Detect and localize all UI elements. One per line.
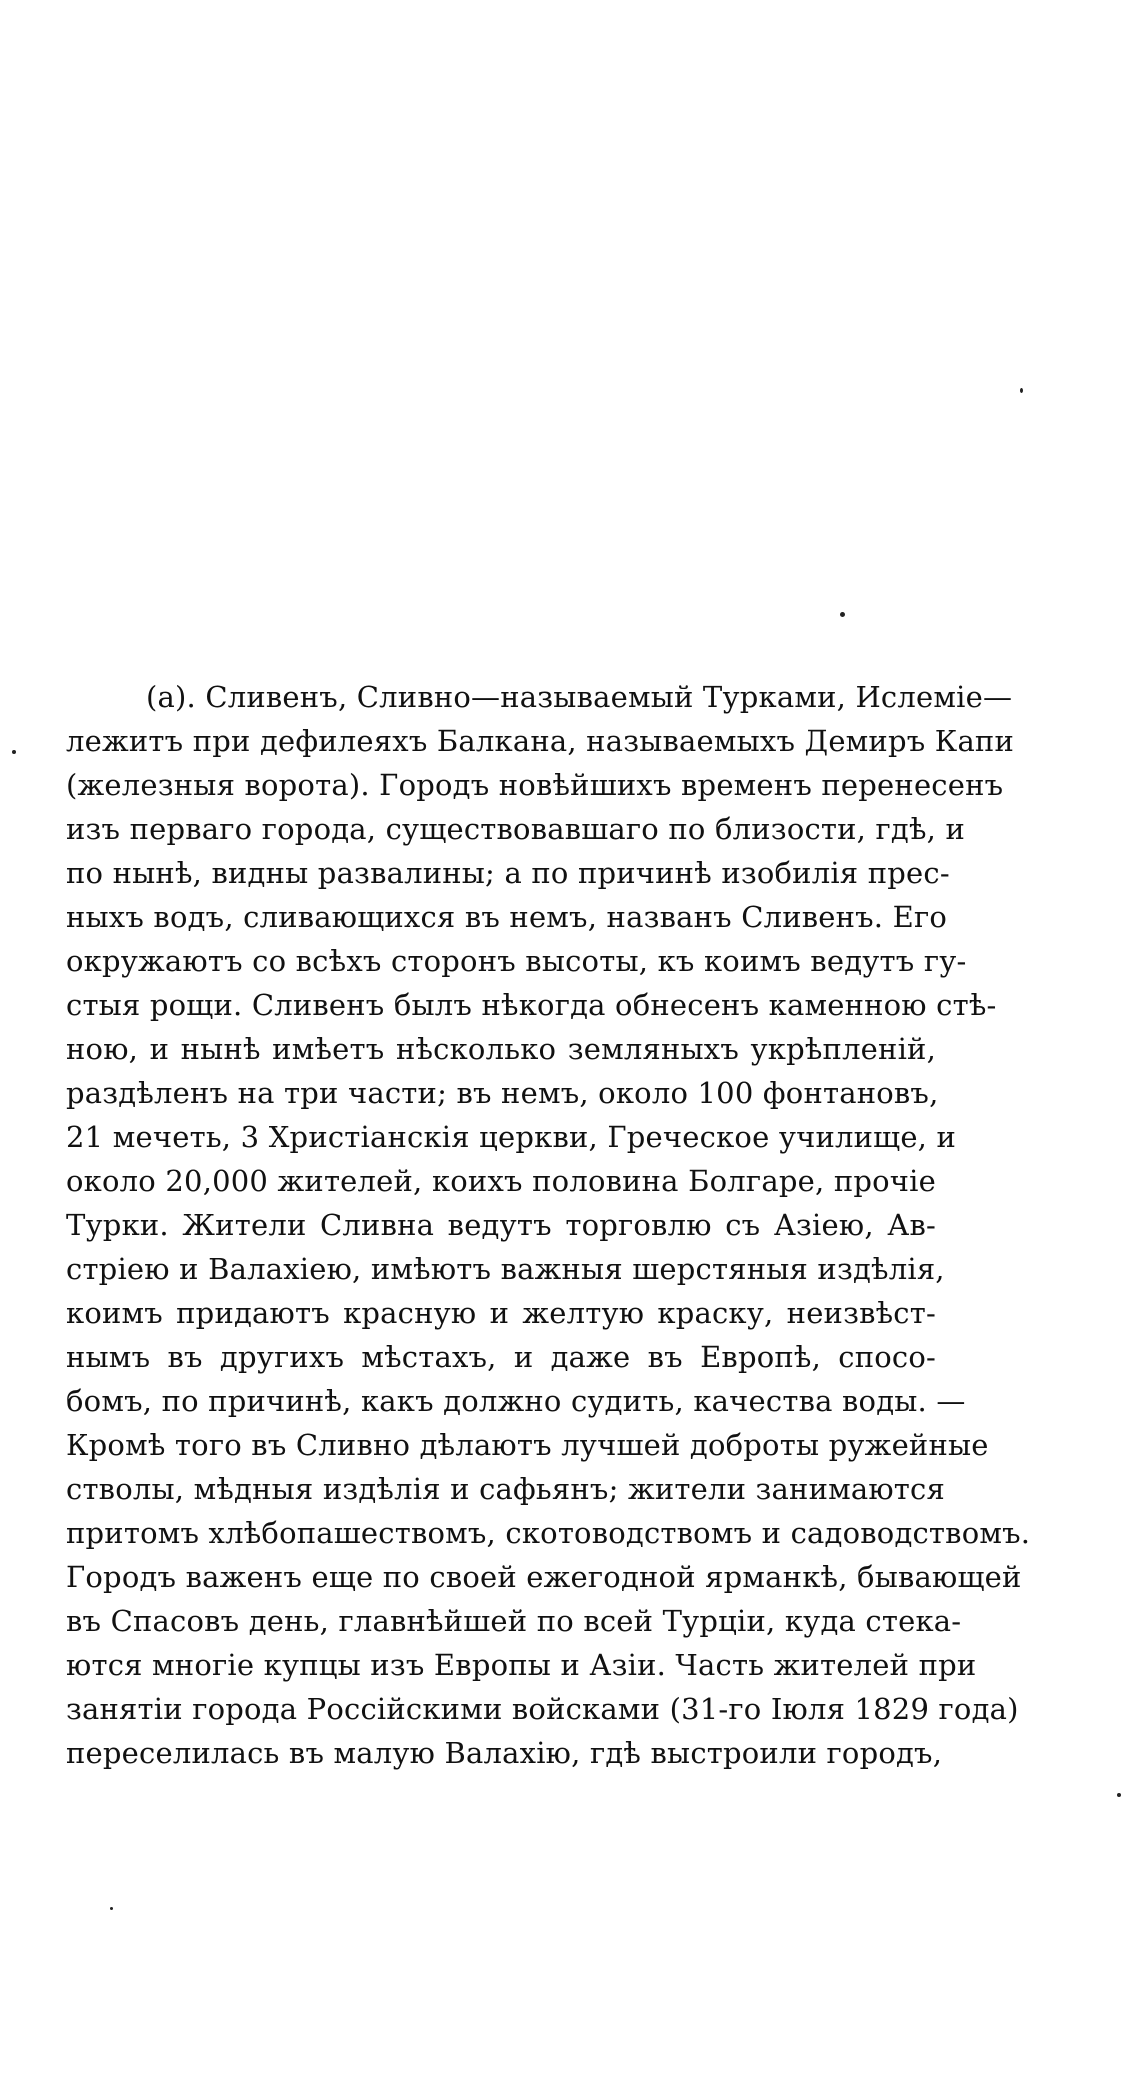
text-line: около 20,000 жителей, коихъ половина Болгаре, прочіе: [66, 1164, 936, 1198]
scan-speck: [840, 612, 845, 617]
text-line: лежитъ при дефилеяхъ Балкана, называемыхъ Демиръ Капи: [66, 724, 1014, 758]
text-line: стріею и Валахіею, имѣютъ важныя шерстяныя издѣлія,: [66, 1252, 945, 1286]
text-line: Городъ важенъ еще по своей ежегодной ярманкѣ, бывающей: [66, 1560, 1022, 1594]
text-line: стволы, мѣдныя издѣлія и сафьянъ; жители занимаются: [66, 1472, 945, 1506]
scan-speck: [110, 1907, 113, 1910]
text-line: въ Спасовъ день, главнѣйшей по всей Турціи, куда стека-: [66, 1604, 962, 1638]
scan-speck: [1020, 388, 1023, 393]
text-line: (железныя ворота). Городъ новѣйшихъ временъ перенесенъ: [66, 768, 1004, 802]
text-line: притомъ хлѣбопашествомъ, скотоводствомъ и садоводствомъ.: [66, 1516, 1031, 1550]
text-line: окружаютъ со всѣхъ сторонъ высоты, къ коимъ ведутъ гу-: [66, 944, 967, 978]
text-line: занятіи города Россійскими войсками (31-го Іюля 1829 года): [66, 1692, 1019, 1726]
text-line: переселилась въ малую Валахію, гдѣ выстроили городъ,: [66, 1736, 943, 1770]
text-line: нымъ въ другихъ мѣстахъ, и даже въ Европѣ, спосо-: [66, 1340, 936, 1374]
text-line: ною, и нынѣ имѣетъ нѣсколько земляныхъ укрѣпленій,: [66, 1032, 936, 1066]
text-line: Турки. Жители Сливна ведутъ торговлю съ Азіею, Ав-: [66, 1208, 936, 1242]
text-line: ются многіе купцы изъ Европы и Азіи. Часть жителей при: [66, 1648, 977, 1682]
scan-speck: [12, 750, 16, 754]
text-line: ныхъ водъ, сливающихся въ немъ, названъ Сливенъ. Его: [66, 900, 948, 934]
text-line: (а). Сливенъ, Сливно—называемый Турками, Ислеміе—: [146, 680, 1013, 714]
text-line: стыя рощи. Сливенъ былъ нѣкогда обнесенъ каменною стѣ-: [66, 988, 997, 1022]
text-line: раздѣленъ на три части; въ немъ, около 100 фонтановъ,: [66, 1076, 939, 1110]
text-line: бомъ, по причинѣ, какъ должно судить, качества воды. —: [66, 1384, 966, 1418]
scan-speck: [1117, 1793, 1121, 1797]
text-line: 21 мечеть, 3 Христіанскія церкви, Греческое училище, и: [66, 1120, 957, 1154]
footnote-text: [66, 675, 1031, 1775]
text-line: по нынѣ, видны развалины; а по причинѣ изобилія пpec-: [66, 856, 950, 890]
text-line: изъ перваго города, существовавшаго по близости, гдѣ, и: [66, 812, 966, 846]
text-line: Кромѣ того въ Сливно дѣлаютъ лучшей доброты ружейные: [66, 1428, 989, 1462]
text-line: коимъ придаютъ красную и желтую краску, неизвѣст-: [66, 1296, 936, 1330]
